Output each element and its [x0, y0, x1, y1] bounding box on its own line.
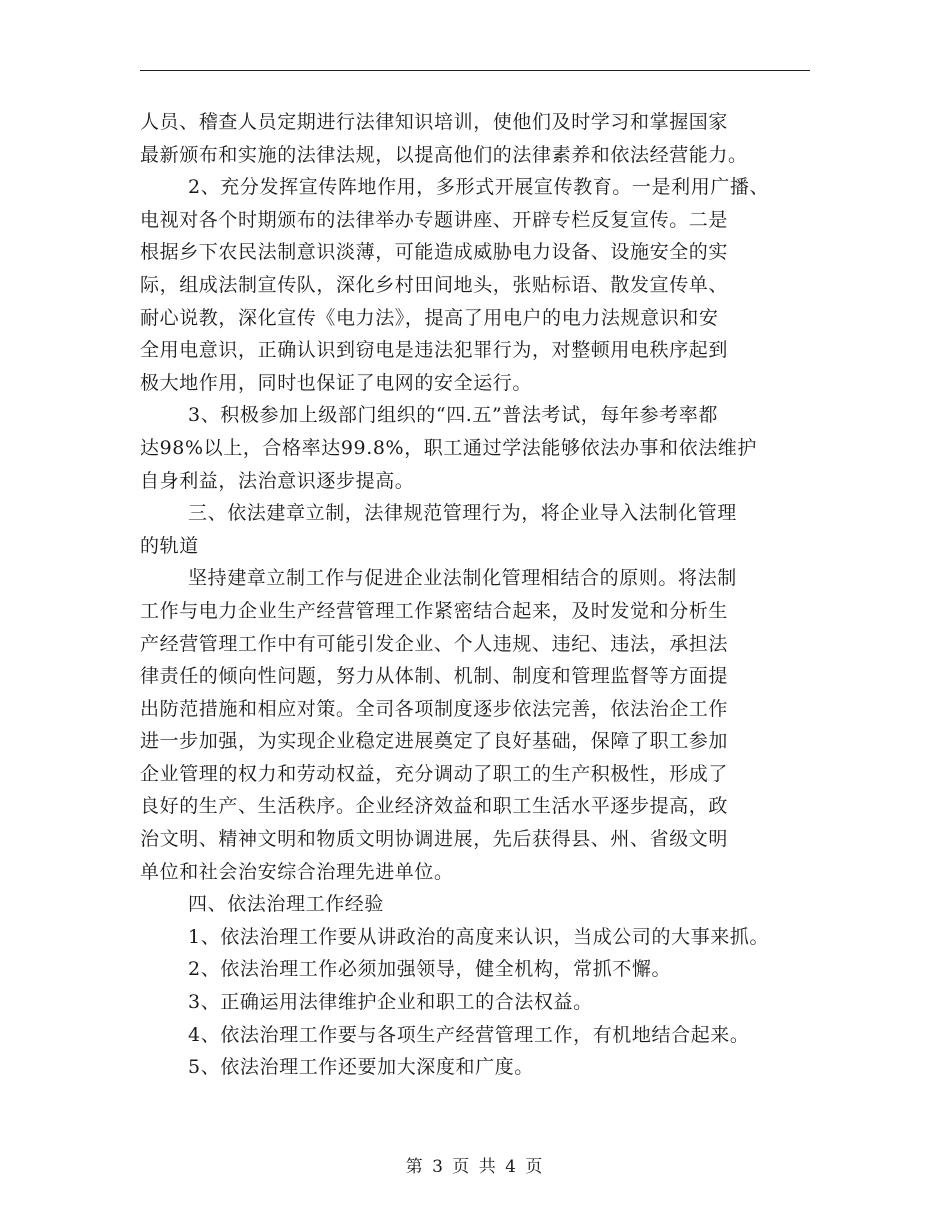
text-line: 治文明、精神文明和物质文明协调进展，先后获得县、州、省级文明 [140, 828, 729, 851]
text-line: 产经营管理工作中有可能引发企业、个人违规、违纪、违法，承担法 [140, 632, 729, 655]
text-line: 律责任的倾向性问题，努力从体制、机制、制度和管理监督等方面提 [140, 665, 729, 688]
page-footer: 第 3 页 共 4 页 [405, 1157, 545, 1177]
document-body [140, 106, 830, 1084]
text-line: 坚持建章立制工作与促进企业法制化管理相结合的原则。将法制 [188, 567, 737, 590]
text-line: 5、依法治理工作还要加大深度和广度。 [188, 1056, 534, 1079]
text-line: 1、依法治理工作要从讲政治的高度来认识，当成公司的大事来抓。 [188, 925, 770, 948]
text-line: 三、依法建章立制，法律规范管理行为，将企业导入法制化管理 [188, 502, 737, 525]
text-line: 2、依法治理工作必须加强领导，健全机构，常抓不懈。 [188, 958, 672, 981]
text-line: 企业管理的权力和劳动权益，充分调动了职工的生产积极性，形成了 [140, 762, 729, 785]
text-line: 3、正确运用法律维护企业和职工的合法权益。 [188, 991, 593, 1014]
text-line: 3、积极参加上级部门组织的“四.五”普法考试，每年参考率都 [188, 404, 718, 427]
text-line: 出防范措施和相应对策。全司各项制度逐步依法完善，依法治企工作 [140, 697, 729, 720]
text-line: 极大地作用，同时也保证了电网的安全运行。 [140, 371, 533, 394]
header-rule [140, 70, 810, 71]
text-line: 耐心说教，深化宣传《电力法》，提高了用电户的电力法规意识和安 [140, 306, 719, 329]
text-line: 单位和社会治安综合治理先进单位。 [140, 860, 454, 883]
text-line: 自身利益，法治意识逐步提高。 [140, 469, 415, 492]
text-line: 4、依法治理工作要与各项生产经营管理工作，有机地结合起来。 [188, 1023, 750, 1046]
text-line: 际，组成法制宣传队，深化乡村田间地头，张贴标语、散发宣传单、 [140, 273, 729, 296]
text-line: 进一步加强，为实现企业稳定进展奠定了良好基础，保障了职工参加 [140, 730, 729, 753]
text-line: 达98%以上，合格率达99.8%，职工通过学法能够依法办事和依法维护 [140, 436, 757, 459]
text-line: 电视对各个时期颁布的法律举办专题讲座、开辟专栏反复宣传。二是 [140, 208, 729, 231]
text-line: 2、充分发挥宣传阵地作用，多形式开展宣传教育。一是利用广播、 [188, 176, 770, 199]
text-line: 人员、稽查人员定期进行法律知识培训，使他们及时学习和掌握国家 [140, 111, 729, 133]
text-line: 工作与电力企业生产经营管理工作紧密结合起来，及时发觉和分析生 [140, 599, 729, 622]
text-line: 根据乡下农民法制意识淡薄，可能造成威胁电力设备、设施安全的实 [140, 241, 729, 264]
text-line: 全用电意识，正确认识到窃电是违法犯罪行为，对整顿用电秩序起到 [140, 339, 729, 362]
text-line: 四、依法治理工作经验 [188, 893, 385, 916]
text-line: 的轨道 [140, 534, 199, 557]
text-line: 最新颁布和实施的法律法规，以提高他们的法律素养和依法经营能力。 [140, 143, 748, 166]
text-line: 良好的生产、生活秩序。企业经济效益和职工生活水平逐步提高，政 [140, 795, 729, 818]
